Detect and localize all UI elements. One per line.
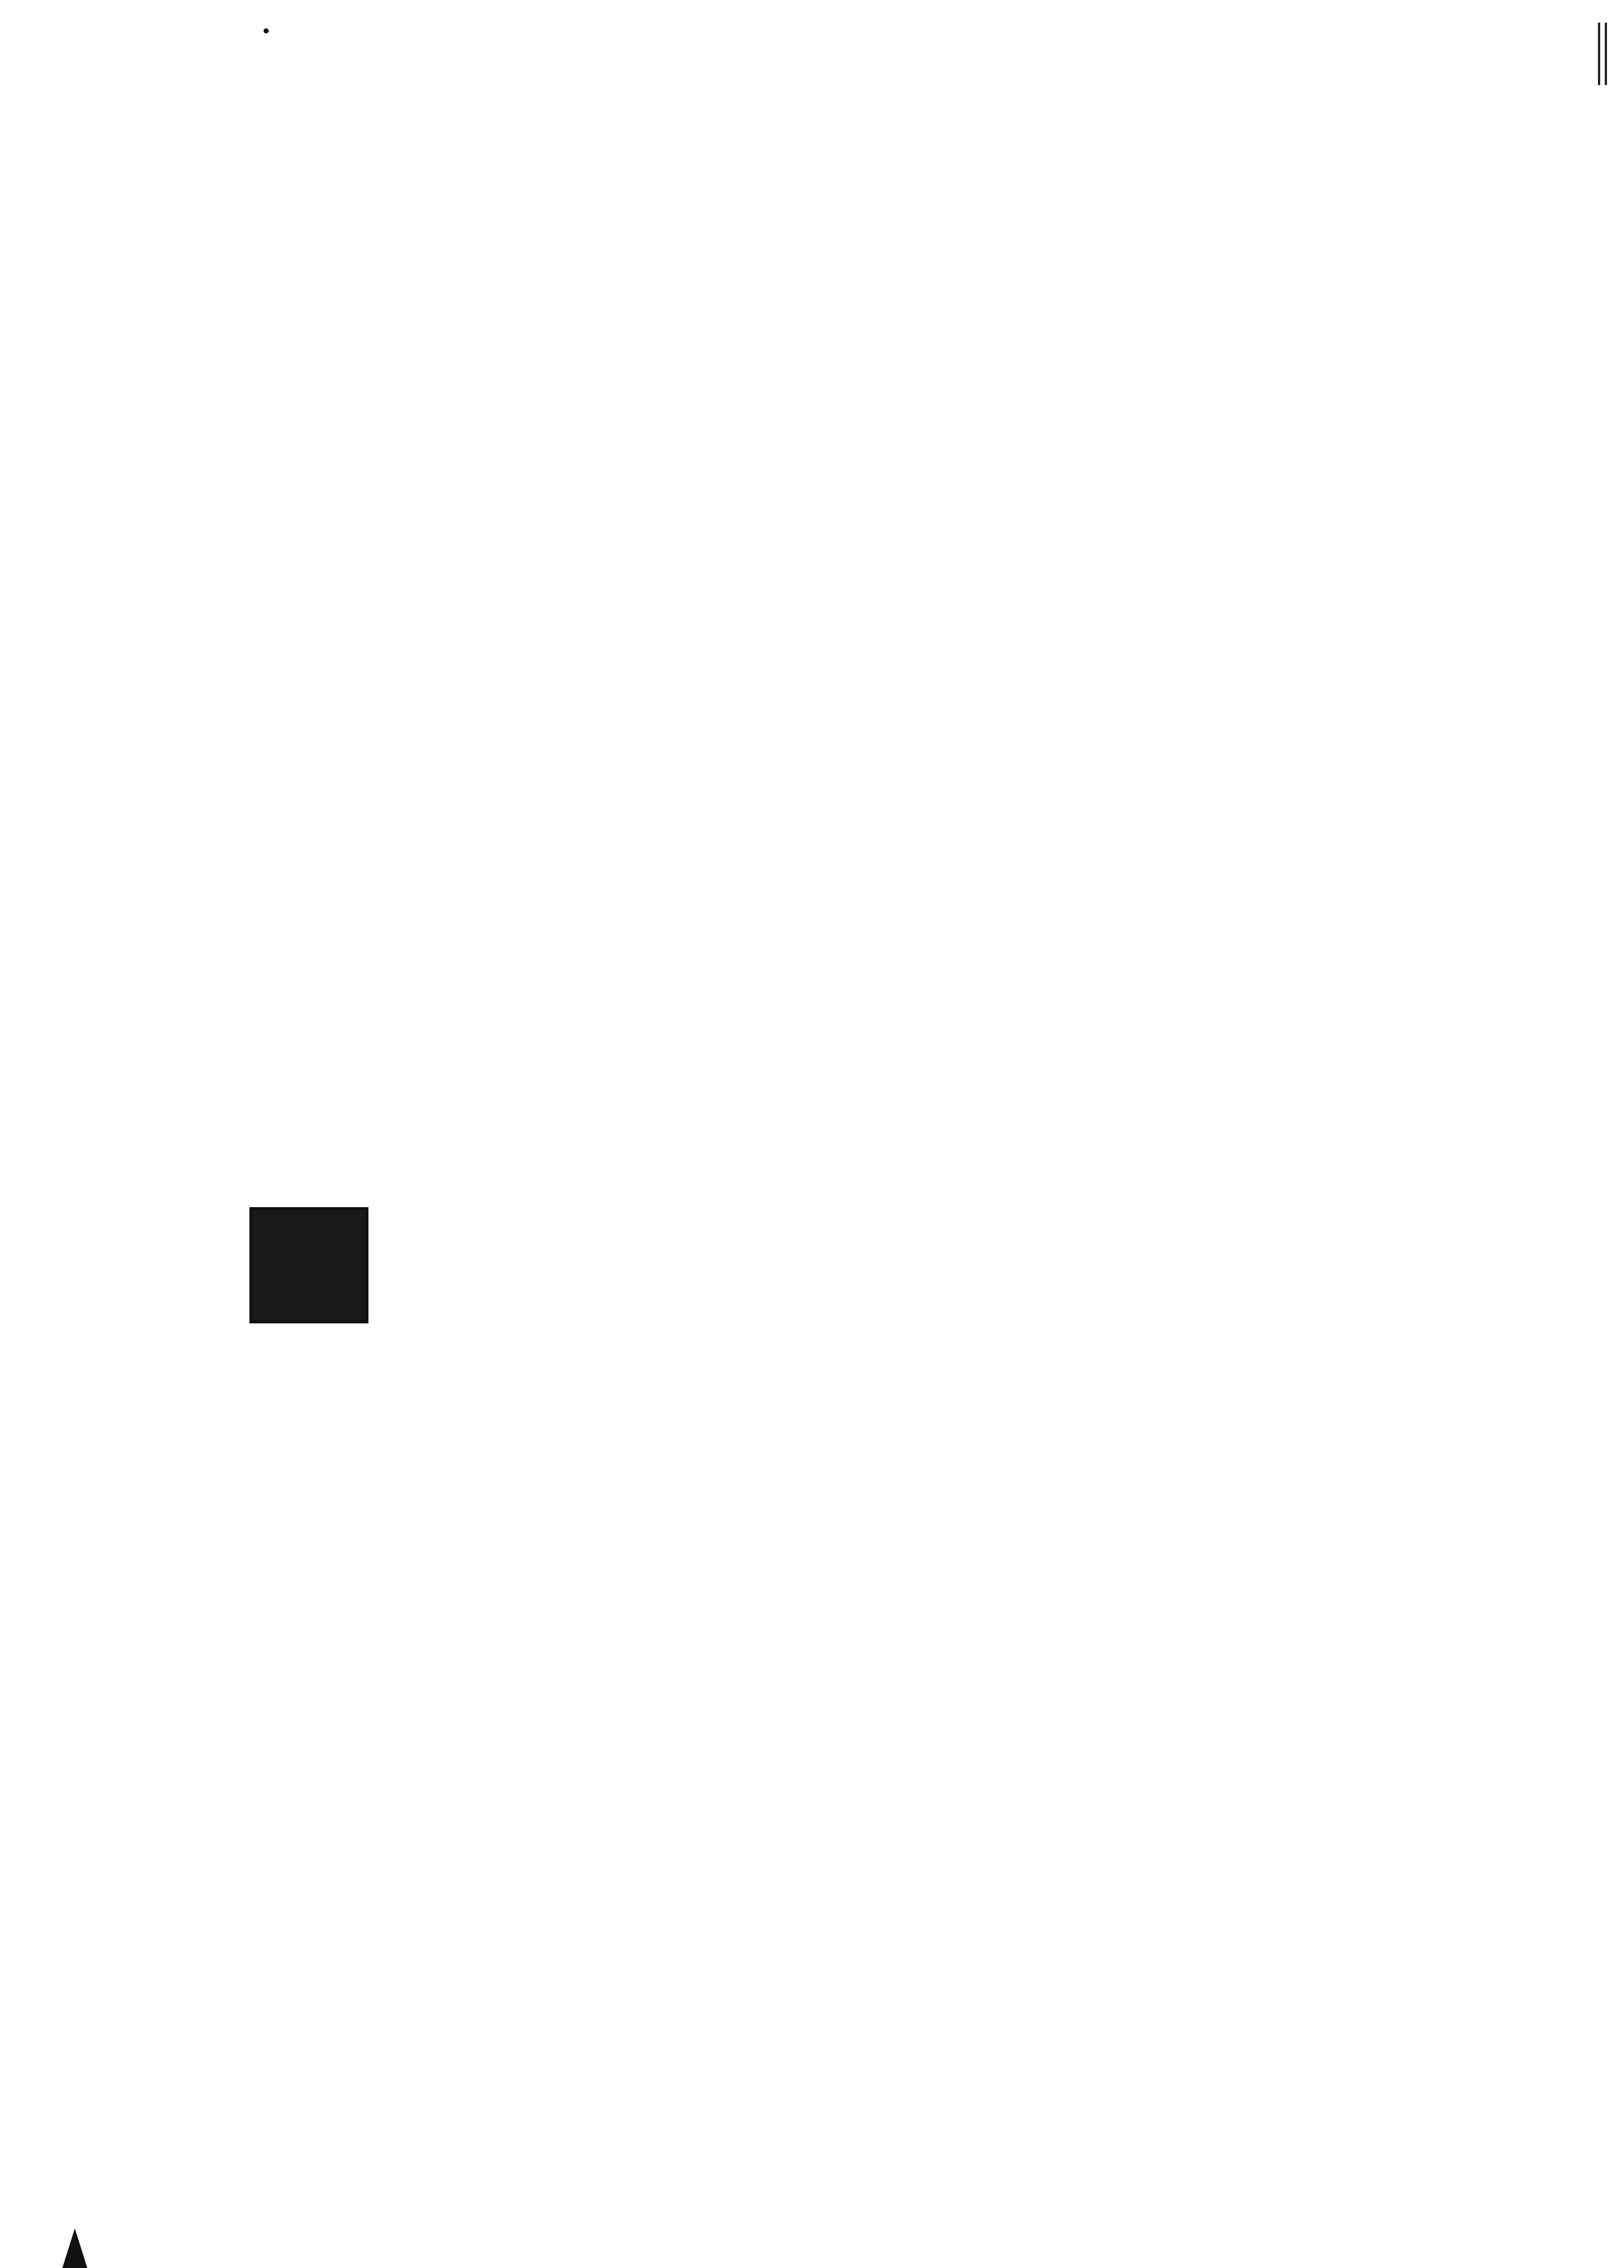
printer-speck <box>264 28 269 33</box>
manifesto-box <box>139 1032 1511 2075</box>
scroll-ornament-icon <box>139 2002 1511 2075</box>
scroll-ornament-icon <box>139 1032 1511 1106</box>
scroll-ornament-icon <box>139 1094 207 2013</box>
scan-corner-mark <box>62 2228 87 2268</box>
initial-letter <box>253 1211 365 1320</box>
manifesto-column-left <box>249 1205 791 1326</box>
scan-edge-mark <box>1605 23 1607 85</box>
ornamental-initial-a-icon <box>249 1207 368 1323</box>
scroll-ornament-icon <box>1443 1094 1511 2013</box>
scan-edge-mark <box>1598 23 1600 85</box>
